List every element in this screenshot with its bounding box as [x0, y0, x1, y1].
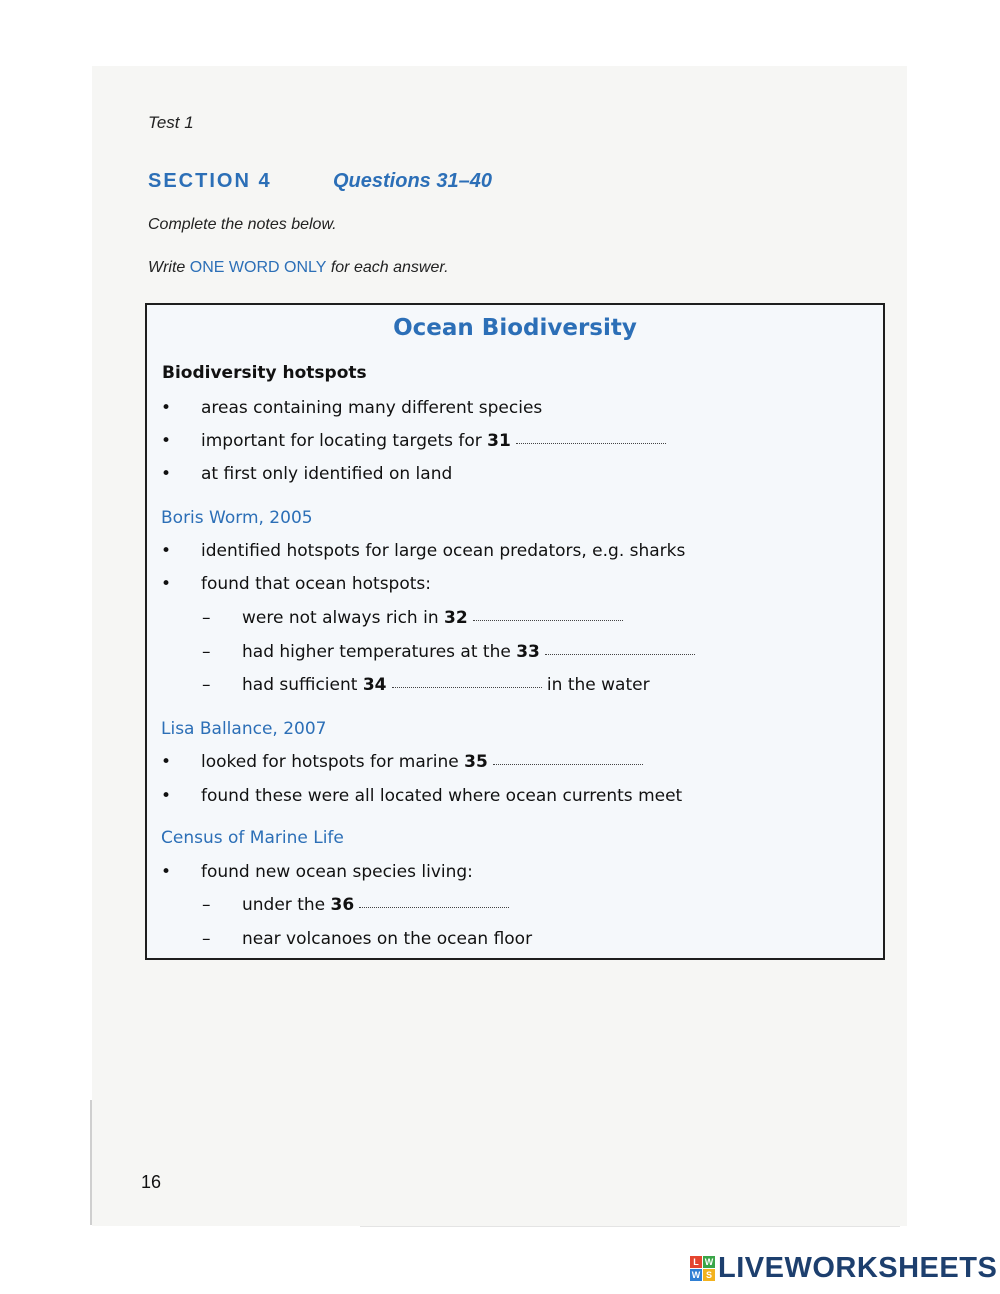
dash-text: near volcanoes on the ocean floor	[242, 929, 533, 949]
question-number-32: 32	[444, 608, 468, 628]
logo-tile: L	[690, 1256, 702, 1268]
dash: –	[202, 929, 211, 949]
heading-census-marine-life: Census of Marine Life	[161, 828, 344, 848]
answer-gap-33[interactable]	[545, 653, 695, 655]
sub-list-item	[202, 929, 532, 949]
dash: –	[202, 675, 211, 695]
liveworksheets-logo[interactable]	[690, 1252, 997, 1285]
dash: –	[202, 608, 211, 628]
questions-heading: Questions 31–40	[333, 170, 492, 192]
bullet: •	[161, 786, 172, 806]
answer-gap-32[interactable]	[473, 619, 623, 621]
question-number-35: 35	[464, 752, 488, 772]
bullet-text: looked for hotspots for marine	[201, 752, 459, 772]
dash-text: had higher temperatures at the	[242, 642, 511, 662]
sub-list-item	[202, 608, 623, 628]
list-item	[161, 862, 473, 882]
heading-biodiversity-hotspots: Biodiversity hotspots	[162, 363, 367, 383]
question-number-31: 31	[487, 431, 511, 451]
list-item	[161, 541, 685, 561]
list-item	[161, 464, 452, 484]
notes-box	[145, 303, 885, 960]
bullet: •	[161, 862, 172, 882]
sub-list-item	[202, 675, 650, 695]
bullet-text: important for locating targets for	[201, 431, 482, 451]
bullet: •	[161, 541, 172, 561]
bullet-text: areas containing many different species	[201, 398, 543, 418]
list-item	[161, 786, 682, 806]
sub-list-item	[202, 642, 695, 662]
instruction-write-pre: Write	[148, 259, 190, 276]
list-item	[161, 431, 666, 451]
liveworksheets-icon	[690, 1256, 715, 1281]
heading-boris-worm: Boris Worm, 2005	[161, 508, 313, 528]
bullet-text: at first only identified on land	[201, 464, 453, 484]
logo-tile: S	[703, 1269, 715, 1281]
bullet-text: found new ocean species living:	[201, 862, 473, 882]
bullet-text: found that ocean hotspots:	[201, 574, 431, 594]
answer-gap-35[interactable]	[493, 763, 643, 765]
sub-list-item	[202, 895, 509, 915]
dash-text-post: in the water	[546, 675, 650, 695]
answer-gap-36[interactable]	[359, 906, 509, 908]
dash-text: under the	[242, 895, 326, 915]
dash-text: had sufficient	[242, 675, 358, 695]
logo-tile: W	[691, 1270, 701, 1280]
question-number-36: 36	[330, 895, 355, 915]
notes-title: Ocean Biodiversity	[393, 315, 637, 341]
page-bottom-line	[360, 1226, 900, 1227]
instruction-highlight: ONE WORD ONLY	[189, 259, 327, 276]
list-item	[161, 398, 542, 418]
liveworksheets-wordmark: LIVEWORKSHEETS	[718, 1252, 998, 1284]
dash: –	[202, 642, 211, 662]
section-heading: SECTION 4	[148, 170, 272, 192]
bullet: •	[161, 464, 172, 484]
bullet: •	[161, 752, 172, 772]
dash: –	[202, 895, 211, 915]
question-number-34: 34	[362, 675, 387, 695]
list-item	[161, 752, 643, 772]
page-number: 16	[141, 1172, 162, 1192]
page-edge-line	[90, 1100, 92, 1225]
instruction-complete: Complete the notes below.	[148, 216, 337, 233]
question-number-33: 33	[516, 642, 540, 662]
instruction-write-post: for each answer.	[326, 259, 449, 276]
dash-text: were not always rich in	[242, 608, 439, 628]
logo-tile: W	[704, 1257, 714, 1267]
test-label: Test 1	[148, 113, 194, 132]
bullet: •	[161, 574, 172, 594]
answer-gap-31[interactable]	[516, 442, 666, 444]
heading-lisa-ballance: Lisa Ballance, 2007	[161, 719, 327, 739]
instruction-write	[148, 259, 449, 277]
bullet-text: found these were all located where ocean currents meet	[201, 786, 683, 806]
bullet-text: identified hotspots for large ocean predators, e.g. sharks	[201, 541, 686, 561]
bullet: •	[161, 431, 172, 451]
list-item	[161, 574, 431, 594]
bullet: •	[161, 398, 172, 418]
answer-gap-34[interactable]	[392, 686, 542, 688]
